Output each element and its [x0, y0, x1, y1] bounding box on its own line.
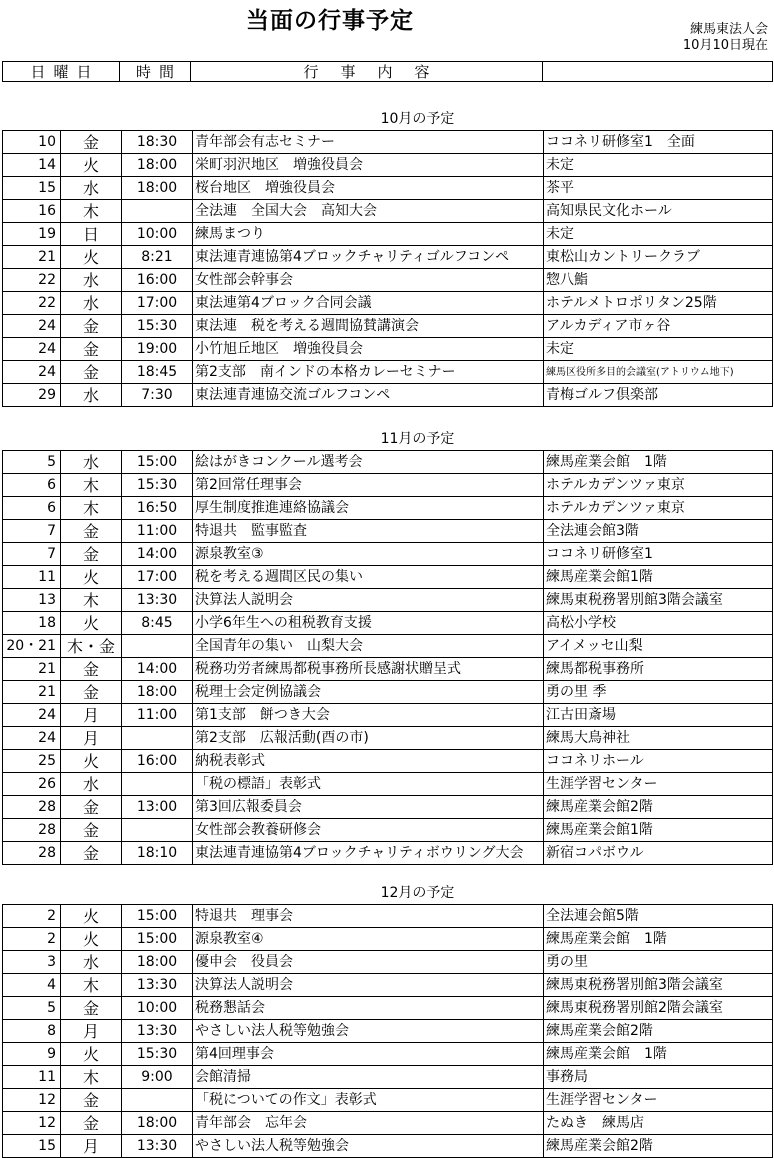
date-cell: 28: [3, 819, 61, 842]
table-row: [3, 566, 773, 589]
place-cell: 練馬産業会館 1階: [544, 928, 773, 951]
weekday-cell: 金: [61, 315, 122, 338]
section-title: 10月の予定: [380, 111, 455, 127]
date-cell: 25: [3, 750, 61, 773]
event-cell: 税を考える週間区民の集い: [193, 566, 544, 589]
table-row: [3, 819, 773, 842]
event-cell: 優申会 役員会: [193, 951, 544, 974]
schedule-table: [3, 131, 773, 407]
place-cell: 東松山カントリークラブ: [544, 246, 773, 269]
weekday-cell: 木: [61, 589, 122, 612]
place-cell: 茶平: [544, 177, 773, 200]
place-cell: 練馬産業会館1階: [544, 819, 773, 842]
time-cell: 15:00: [122, 928, 193, 951]
event-cell: 「税についての作文」表彰式: [193, 1089, 544, 1112]
table-row: [3, 842, 773, 865]
time-cell: 13:30: [122, 589, 193, 612]
time-cell: [122, 635, 193, 658]
table-row: [3, 200, 773, 223]
time-cell: 18:00: [122, 951, 193, 974]
weekday-cell: 月: [61, 1020, 122, 1043]
event-cell: 女性部会幹事会: [193, 269, 544, 292]
event-cell: 東法連青連協第4ブロックチャリティゴルフコンペ: [193, 246, 544, 269]
event-cell: 小学6年生への租税教育支援: [193, 612, 544, 635]
time-cell: 9:00: [122, 1066, 193, 1089]
weekday-cell: 火: [61, 750, 122, 773]
table-row: [3, 384, 773, 407]
date-cell: 18: [3, 612, 61, 635]
event-cell: 「税の標語」表彰式: [193, 773, 544, 796]
place-cell: 練馬東税務署別館2階会議室: [544, 997, 773, 1020]
weekday-cell: 金: [61, 1089, 122, 1112]
table-row: [3, 246, 773, 269]
place-cell: 事務局: [544, 1066, 773, 1089]
time-cell: [122, 1089, 193, 1112]
time-cell: 19:00: [122, 338, 193, 361]
date-cell: 21: [3, 658, 61, 681]
time-cell: 16:00: [122, 750, 193, 773]
event-cell: 第4回理事会: [193, 1043, 544, 1066]
time-cell: 14:00: [122, 543, 193, 566]
weekday-cell: 金: [61, 543, 122, 566]
weekday-cell: 木: [61, 497, 122, 520]
table-row: [3, 750, 773, 773]
weekday-cell: 水: [61, 292, 122, 315]
date-cell: 12: [3, 1089, 61, 1112]
event-cell: 桜台地区 増強役員会: [193, 177, 544, 200]
organization-name: 練馬東法人会: [689, 22, 768, 37]
place-cell: 練馬産業会館1階: [544, 566, 773, 589]
place-cell: 高知県民文化ホール: [544, 200, 773, 223]
table-row: [3, 451, 773, 474]
time-cell: 13:30: [122, 974, 193, 997]
place-cell: 全法連会館3階: [544, 520, 773, 543]
table-row: [3, 1112, 773, 1135]
date-cell: 24: [3, 361, 61, 384]
event-cell: 厚生制度推進連絡協議会: [193, 497, 544, 520]
weekday-cell: 月: [61, 727, 122, 750]
place-cell: 練馬大鳥神社: [544, 727, 773, 750]
time-cell: [122, 200, 193, 223]
time-cell: 15:30: [122, 474, 193, 497]
date-cell: 6: [3, 474, 61, 497]
time-cell: 16:00: [122, 269, 193, 292]
time-cell: 15:00: [122, 905, 193, 928]
date-cell: 15: [3, 177, 61, 200]
table-row: [3, 361, 773, 384]
time-cell: 10:00: [122, 997, 193, 1020]
time-cell: 18:00: [122, 154, 193, 177]
table-row: [3, 658, 773, 681]
date-cell: 10: [3, 131, 61, 154]
event-cell: 決算法人説明会: [193, 974, 544, 997]
event-cell: 決算法人説明会: [193, 589, 544, 612]
table-row: [3, 612, 773, 635]
weekday-cell: 金: [61, 361, 122, 384]
table-row: [3, 997, 773, 1020]
weekday-cell: 金: [61, 681, 122, 704]
table-header: [2, 61, 773, 82]
weekday-cell: 火: [61, 612, 122, 635]
weekday-cell: 火: [61, 566, 122, 589]
event-cell: 納税表彰式: [193, 750, 544, 773]
time-cell: 15:30: [122, 1043, 193, 1066]
date-cell: 22: [3, 269, 61, 292]
table-row: [3, 1066, 773, 1089]
event-cell: 第3回広報委員会: [193, 796, 544, 819]
time-cell: 18:00: [122, 1112, 193, 1135]
event-cell: 全国青年の集い 山梨大会: [193, 635, 544, 658]
table-row: [3, 796, 773, 819]
weekday-cell: 金: [61, 842, 122, 865]
section-title: 11月の予定: [380, 431, 455, 447]
event-cell: 税務懇話会: [193, 997, 544, 1020]
place-cell: 練馬産業会館2階: [544, 1135, 773, 1158]
header-day: 日曜日: [3, 62, 120, 81]
header-place: [543, 62, 772, 81]
table-row: [3, 974, 773, 997]
table-row: [3, 154, 773, 177]
event-cell: 練馬まつり: [193, 223, 544, 246]
date-cell: 21: [3, 681, 61, 704]
date-cell: 13: [3, 589, 61, 612]
section-october: [2, 106, 773, 407]
date-cell: 28: [3, 842, 61, 865]
weekday-cell: 水: [61, 773, 122, 796]
table-row: [3, 589, 773, 612]
date-cell: 29: [3, 384, 61, 407]
event-cell: 特退共 理事会: [193, 905, 544, 928]
page-title: 当面の行事予定: [246, 8, 414, 34]
weekday-cell: 金: [61, 520, 122, 543]
place-cell: 練馬東税務署別館3階会議室: [544, 589, 773, 612]
event-cell: 青年部会有志セミナー: [193, 131, 544, 154]
table-row: [3, 292, 773, 315]
place-cell: ココネリ研修室1: [544, 543, 773, 566]
event-cell: やさしい法人税等勉強会: [193, 1020, 544, 1043]
table-row: [3, 543, 773, 566]
event-cell: 税務功労者練馬都税事務所長感謝状贈呈式: [193, 658, 544, 681]
date-cell: 6: [3, 497, 61, 520]
date-cell: 2: [3, 928, 61, 951]
table-row: [3, 338, 773, 361]
schedule-table: [3, 905, 773, 1158]
date-cell: 22: [3, 292, 61, 315]
time-cell: 11:00: [122, 520, 193, 543]
place-cell: 惣八鮨: [544, 269, 773, 292]
place-cell: 練馬産業会館2階: [544, 796, 773, 819]
time-cell: 16:50: [122, 497, 193, 520]
weekday-cell: 水: [61, 384, 122, 407]
place-cell: アルカディア市ヶ谷: [544, 315, 773, 338]
date-cell: 7: [3, 520, 61, 543]
weekday-cell: 月: [61, 1135, 122, 1158]
place-cell: 生涯学習センター: [544, 1089, 773, 1112]
time-cell: 11:00: [122, 704, 193, 727]
event-cell: 絵はがきコンクール選考会: [193, 451, 544, 474]
table-row: [3, 177, 773, 200]
event-cell: 第2回常任理事会: [193, 474, 544, 497]
weekday-cell: 木: [61, 1066, 122, 1089]
place-cell: ホテルメトロポリタン25階: [544, 292, 773, 315]
event-cell: 第2支部 南インドの本格カレーセミナー: [193, 361, 544, 384]
table-row: [3, 1020, 773, 1043]
date-cell: 14: [3, 154, 61, 177]
date-cell: 3: [3, 951, 61, 974]
time-cell: 8:21: [122, 246, 193, 269]
place-cell: 練馬区役所多目的会議室(アトリウム地下): [544, 361, 773, 384]
section-december: [2, 880, 773, 1158]
weekday-cell: 火: [61, 1043, 122, 1066]
section-title: 12月の予定: [380, 885, 455, 901]
date-cell: 26: [3, 773, 61, 796]
place-cell: ホテルカデンツァ東京: [544, 474, 773, 497]
time-cell: 18:30: [122, 131, 193, 154]
table-row: [3, 951, 773, 974]
weekday-cell: 日: [61, 223, 122, 246]
date-cell: 24: [3, 338, 61, 361]
time-cell: 8:45: [122, 612, 193, 635]
weekday-cell: 金: [61, 796, 122, 819]
header-event: 行事内容: [191, 62, 543, 81]
weekday-cell: 火: [61, 905, 122, 928]
weekday-cell: 木・金: [61, 635, 122, 658]
event-cell: やさしい法人税等勉強会: [193, 1135, 544, 1158]
as-of-date: 10月10日現在: [682, 38, 768, 53]
event-cell: 東法連 税を考える週間協賛講演会: [193, 315, 544, 338]
weekday-cell: 木: [61, 974, 122, 997]
table-row: [3, 520, 773, 543]
time-cell: 7:30: [122, 384, 193, 407]
event-cell: 税理士会定例協議会: [193, 681, 544, 704]
place-cell: 未定: [544, 154, 773, 177]
place-cell: ココネリホール: [544, 750, 773, 773]
time-cell: [122, 819, 193, 842]
time-cell: 13:30: [122, 1135, 193, 1158]
place-cell: 勇の里 季: [544, 681, 773, 704]
date-cell: 7: [3, 543, 61, 566]
table-row: [3, 681, 773, 704]
place-cell: ホテルカデンツァ東京: [544, 497, 773, 520]
event-cell: 小竹旭丘地区 増強役員会: [193, 338, 544, 361]
time-cell: [122, 773, 193, 796]
time-cell: 10:00: [122, 223, 193, 246]
weekday-cell: 火: [61, 928, 122, 951]
weekday-cell: 火: [61, 246, 122, 269]
place-cell: 生涯学習センター: [544, 773, 773, 796]
weekday-cell: 月: [61, 704, 122, 727]
weekday-cell: 火: [61, 154, 122, 177]
table-row: [3, 315, 773, 338]
event-cell: 東法連第4ブロック合同会議: [193, 292, 544, 315]
time-cell: 13:00: [122, 796, 193, 819]
date-cell: 15: [3, 1135, 61, 1158]
date-cell: 24: [3, 727, 61, 750]
place-cell: 全法連会館5階: [544, 905, 773, 928]
event-cell: 特退共 監事監査: [193, 520, 544, 543]
weekday-cell: 水: [61, 177, 122, 200]
date-cell: 12: [3, 1112, 61, 1135]
weekday-cell: 金: [61, 338, 122, 361]
place-cell: アイメッセ山梨: [544, 635, 773, 658]
place-cell: たぬき 練馬店: [544, 1112, 773, 1135]
weekday-cell: 木: [61, 200, 122, 223]
event-cell: 女性部会教養研修会: [193, 819, 544, 842]
time-cell: 18:45: [122, 361, 193, 384]
time-cell: 17:00: [122, 566, 193, 589]
date-cell: 24: [3, 704, 61, 727]
header-time: 時間: [120, 62, 191, 81]
date-cell: 11: [3, 1066, 61, 1089]
weekday-cell: 水: [61, 269, 122, 292]
event-cell: 東法連青連協第4ブロックチャリティボウリング大会: [193, 842, 544, 865]
time-cell: 17:00: [122, 292, 193, 315]
place-cell: 青梅ゴルフ倶楽部: [544, 384, 773, 407]
date-cell: 16: [3, 200, 61, 223]
date-cell: 20・21: [3, 635, 61, 658]
time-cell: [122, 727, 193, 750]
table-row: [3, 497, 773, 520]
table-row: [3, 1043, 773, 1066]
table-row: [3, 905, 773, 928]
org-info: [683, 22, 768, 54]
weekday-cell: 木: [61, 474, 122, 497]
place-cell: 練馬産業会館 1階: [544, 1043, 773, 1066]
place-cell: 勇の里: [544, 951, 773, 974]
table-row: [3, 928, 773, 951]
time-cell: 14:00: [122, 658, 193, 681]
date-cell: 21: [3, 246, 61, 269]
date-cell: 9: [3, 1043, 61, 1066]
date-cell: 28: [3, 796, 61, 819]
date-cell: 11: [3, 566, 61, 589]
table-row: [3, 1135, 773, 1158]
weekday-cell: 金: [61, 658, 122, 681]
event-cell: 第2支部 広報活動(酉の市): [193, 727, 544, 750]
date-cell: 4: [3, 974, 61, 997]
place-cell: 未定: [544, 223, 773, 246]
date-cell: 19: [3, 223, 61, 246]
time-cell: 15:30: [122, 315, 193, 338]
table-row: [3, 773, 773, 796]
time-cell: 15:00: [122, 451, 193, 474]
table-row: [3, 727, 773, 750]
event-cell: 会館清掃: [193, 1066, 544, 1089]
weekday-cell: 水: [61, 451, 122, 474]
date-cell: 8: [3, 1020, 61, 1043]
event-cell: 第1支部 餅つき大会: [193, 704, 544, 727]
table-row: [3, 223, 773, 246]
table-row: [3, 1089, 773, 1112]
date-cell: 5: [3, 451, 61, 474]
place-cell: ココネリ研修室1 全面: [544, 131, 773, 154]
schedule-table: [3, 451, 773, 865]
table-row: [3, 474, 773, 497]
place-cell: 高松小学校: [544, 612, 773, 635]
place-cell: 練馬産業会館 1階: [544, 451, 773, 474]
weekday-cell: 金: [61, 1112, 122, 1135]
event-cell: 源泉教室③: [193, 543, 544, 566]
date-cell: 5: [3, 997, 61, 1020]
weekday-cell: 水: [61, 951, 122, 974]
time-cell: 18:00: [122, 177, 193, 200]
event-cell: 全法連 全国大会 高知大会: [193, 200, 544, 223]
section-november: [2, 426, 773, 865]
time-cell: 18:00: [122, 681, 193, 704]
weekday-cell: 金: [61, 819, 122, 842]
place-cell: 練馬都税事務所: [544, 658, 773, 681]
place-cell: 新宿コパボウル: [544, 842, 773, 865]
table-row: [3, 269, 773, 292]
table-row: [3, 704, 773, 727]
table-row: [3, 131, 773, 154]
date-cell: 24: [3, 315, 61, 338]
event-cell: 源泉教室④: [193, 928, 544, 951]
time-cell: 13:30: [122, 1020, 193, 1043]
date-cell: 2: [3, 905, 61, 928]
place-cell: 江古田斎場: [544, 704, 773, 727]
place-cell: 練馬東税務署別館3階会議室: [544, 974, 773, 997]
event-cell: 東法連青連協交流ゴルフコンペ: [193, 384, 544, 407]
event-cell: 栄町羽沢地区 増強役員会: [193, 154, 544, 177]
time-cell: 18:10: [122, 842, 193, 865]
table-row: [3, 635, 773, 658]
place-cell: 練馬産業会館2階: [544, 1020, 773, 1043]
event-cell: 青年部会 忘年会: [193, 1112, 544, 1135]
weekday-cell: 金: [61, 131, 122, 154]
place-cell: 未定: [544, 338, 773, 361]
weekday-cell: 金: [61, 997, 122, 1020]
